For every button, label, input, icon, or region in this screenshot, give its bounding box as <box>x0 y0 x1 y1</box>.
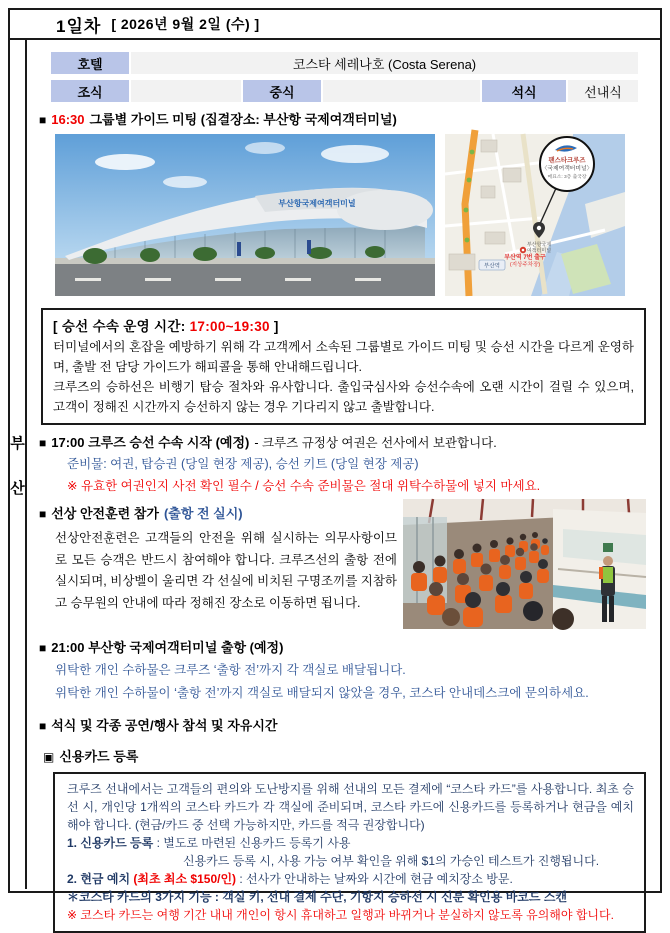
checkin-warning: ※ 유효한 여권인지 사전 확인 필수 / 승선 수속 준비물은 절대 위탁수하물에 넣지 마세요. <box>67 479 541 493</box>
departure-note-2: 위탁한 개인 수하물이 ‘출항 전’까지 객실로 배달되지 않았을 경우, 코스타 안내데스크에 문의하세요. <box>55 686 589 700</box>
map-pin-label-2: 여객터미널 <box>526 248 552 254</box>
boarding-hours-prefix: [ 승선 수속 운영 시간: <box>53 319 186 334</box>
safety-title: 선상 안전훈련 참가 <box>51 506 159 521</box>
boarding-hours-suffix: ] <box>273 319 279 334</box>
evening-title: 석식 및 각종 공연/행사 참석 및 자유시간 <box>51 718 278 733</box>
square-bullet-icon: ■ <box>39 641 47 655</box>
creditcard-item-1-sub: 신용카드 등록 시, 사용 가능 여부 확인을 위해 $1의 가승인 테스트가 진행됩니다. <box>183 854 600 868</box>
checkin-title: 17:00 크루즈 승선 수속 시작 (예정) <box>51 435 250 450</box>
creditcard-title: 신용카드 등록 <box>59 749 139 764</box>
creditcard-item-2 <box>67 870 634 888</box>
creditcard-item-2-minimum: (최초 최소 $150/인) <box>133 872 237 886</box>
hotel-meal-table <box>51 52 638 102</box>
creditcard-item-1 <box>67 834 634 852</box>
day-header <box>10 10 660 40</box>
safety-drill-photo <box>403 499 646 629</box>
creditcard-box <box>53 772 646 933</box>
meeting-title: 그룹별 가이드 미팅 (집결장소: 부산항 국제여객터미널) <box>89 112 397 127</box>
day-date: [ 2026년 9월 2일 (수) ] <box>111 16 260 32</box>
hotel-label: 호텔 <box>51 52 129 74</box>
city-char-2: 산 <box>10 479 25 497</box>
day-title: 1일차 <box>56 16 102 36</box>
map-exit-label: 부산역 7번 출구 <box>504 255 546 261</box>
terminal-location-map <box>445 134 625 296</box>
checkin-heading <box>39 432 646 451</box>
boarding-hours-box <box>41 308 646 425</box>
departure-note-1: 위탁한 개인 수하물은 크루즈 ‘출항 전’까지 각 객실로 배달됩니다. <box>55 663 406 677</box>
document-body <box>10 40 660 922</box>
map-exit-sub-label: (지상주차장) <box>509 262 541 268</box>
map-callout-note: 매표소: 3층 출국장 <box>547 175 587 180</box>
creditcard-warning: ※ 코스타 카드는 여행 기간 내내 개인이 항시 휴대하고 일행과 바뀌거나 분실하지 않도록 유의해야 합니다. <box>67 908 614 922</box>
dinner-value: 선내식 <box>568 80 638 102</box>
terminal-sign-text: 부산항국제여객터미널 <box>278 199 356 208</box>
city-char-1: 부 <box>10 434 25 452</box>
square-bullet-icon: ■ <box>39 113 47 127</box>
evening-heading <box>39 715 646 734</box>
dinner-label: 석식 <box>482 80 566 102</box>
creditcard-item-1-label: 1. 신용카드 등록 <box>67 836 154 850</box>
meeting-time: 16:30 <box>51 112 85 127</box>
creditcard-item-1-text: : 별도로 마련된 신용카드 등록기 사용 <box>153 836 351 850</box>
boarding-hours-time: 17:00~19:30 <box>189 319 270 334</box>
document-frame <box>8 8 662 922</box>
boxed-square-bullet-icon: ▣ <box>43 750 55 764</box>
meal-row <box>51 80 638 102</box>
departure-heading <box>39 637 646 656</box>
map-callout-brand: 팬스타크루즈 <box>548 157 586 164</box>
day-content <box>27 40 660 922</box>
square-bullet-icon: ■ <box>39 719 47 733</box>
safety-heading <box>39 503 397 522</box>
square-bullet-icon: ■ <box>39 436 47 450</box>
terminal-building-photo <box>55 134 435 296</box>
map-pin-label-1: 부산항국제 <box>526 242 552 248</box>
creditcard-features: ＊코스타 카드의 3가지 기능 : 객실 키, 선내 결제 수단, 기항지 승하선 시 신분 확인용 바코드 스캔 <box>67 890 567 904</box>
meeting-heading <box>39 109 646 128</box>
breakfast-value <box>131 80 241 102</box>
departure-title: 21:00 부산항 국제여객터미널 출항 (예정) <box>51 640 284 655</box>
creditcard-heading <box>43 746 646 765</box>
safety-title-note: (출항 전 실시) <box>163 506 243 521</box>
hotel-value: 코스타 세레나호 (Costa Serena) <box>131 52 638 74</box>
creditcard-item-2-text: : 선사가 안내하는 날짜와 시간에 현금 예치장소 방문. <box>236 872 513 886</box>
creditcard-intro: 크루즈 선내에서는 고객들의 편의와 도난방지를 위해 선내의 모든 결제에 “코스타 카드”를 사용합니다. 최초 승선 시, 개인당 1개씩의 코스타 카드가 각 객실에 준비되며, 코스타 카드에 신용카드를 등록하거나 현금을 예치해야 합니다. (현금/카드 중 선택 가능하지만, 카드를 적극 권장합니다) <box>67 782 634 832</box>
boarding-hours-para-1: 터미널에서의 혼잡을 예방하기 위해 각 고객께서 소속된 그룹별로 가이드 미팅 및 승선 시간을 다르게 운영하며, 출발 전 담당 가이드가 해피콜을 통해 안내해드립니다. <box>53 340 634 374</box>
checkin-supplies: 준비물: 여권, 탑승권 (당일 현장 제공), 승선 키트 (당일 현장 제공) <box>67 457 419 471</box>
safety-text-column <box>39 503 397 629</box>
map-callout-sub: 〈국제여객터미널〉 <box>541 166 593 172</box>
city-rail <box>10 40 27 889</box>
creditcard-item-2-label: 2. 현금 예치 <box>67 872 134 886</box>
photo-row <box>55 134 646 296</box>
lunch-value <box>323 80 480 102</box>
checkin-note: - 크루즈 규정상 여권은 선사에서 보관합니다. <box>254 436 497 450</box>
safety-section <box>39 503 646 629</box>
square-bullet-icon: ■ <box>39 507 47 521</box>
lunch-label: 중식 <box>243 80 321 102</box>
boarding-hours-para-2: 크루즈의 승하선은 비행기 탑승 절차와 유사합니다. 출입국심사와 승선수속에 오랜 시간이 걸릴 수 있으며, 고객이 정해진 시간까지 승선하지 않는 경우 기다리지 않고 출발합니다. <box>53 380 634 414</box>
hotel-row <box>51 52 638 74</box>
safety-body-text: 선상안전훈련은 고객들의 안전을 위해 실시하는 의무사항이므로 모든 승객은 반드시 참여해야 합니다. 크루즈선의 출항 전에 실시되며, 비상벨이 울리면 각 선실에 비치된 구명조끼를 지참하고 승무원의 안내에 따라 정해진 장소로 이동하면 됩니다. <box>55 531 397 610</box>
map-station-label: 부산역 <box>484 263 500 270</box>
boarding-hours-title <box>53 315 634 335</box>
breakfast-label: 조식 <box>51 80 129 102</box>
